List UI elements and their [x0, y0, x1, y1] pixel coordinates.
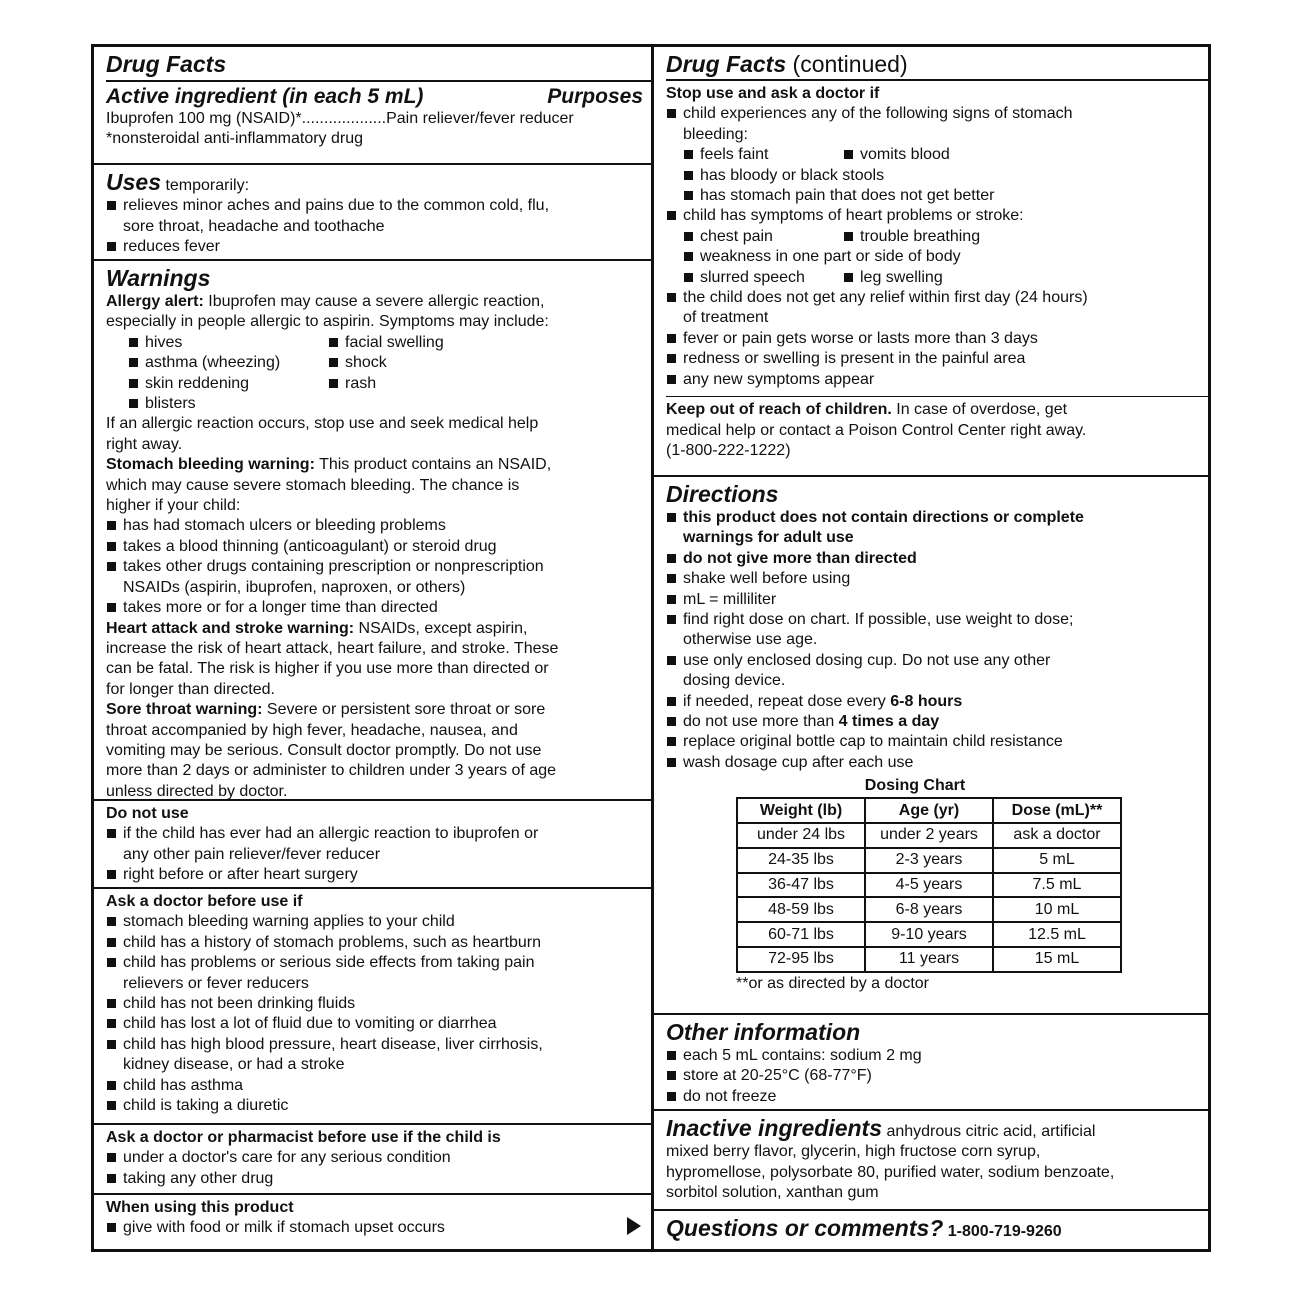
when-using-panel	[94, 1195, 651, 1249]
dose-interval: 6-8 hours	[890, 692, 963, 710]
inactive-ingredients-text: mixed berry flavor, glycerin, high fructose corn syrup,	[666, 1143, 1041, 1161]
table-cell: 12.5 mL	[993, 922, 1121, 947]
stop-use-panel	[654, 47, 1208, 477]
keep-out-text: medical help or contact a Poison Control Center right away.	[666, 421, 1087, 439]
list-item-line: child has high blood pressure, heart disease, liver cirrhosis,	[123, 1035, 543, 1053]
list-item-line: the child does not get any relief within first day (24 hours)	[683, 289, 1088, 307]
list-item: fever or pain gets worse or lasts more than 3 days	[666, 329, 1200, 349]
drug-facts-title: Drug Facts	[106, 51, 227, 77]
stomach-warning-label: Stomach bleeding warning:	[106, 456, 315, 474]
uses-panel	[94, 165, 651, 261]
list-item-line: relievers or fever reducers	[123, 974, 309, 992]
stomach-warning-text: higher if your child:	[106, 497, 241, 515]
active-ingredient-line: Ibuprofen 100 mg (NSAID)*...................Pain reliever/fever reducer	[106, 110, 574, 127]
list-item: takes a blood thinning (anticoagulant) or steroid drug	[106, 537, 643, 557]
list-item	[106, 824, 643, 865]
questions-heading: Questions or comments?	[666, 1215, 944, 1241]
list-item: redness or swelling is present in the painful area	[666, 349, 1200, 369]
heart-warning-text: increase the risk of heart attack, heart failure, and stroke. These	[106, 639, 559, 657]
table-cell: under 2 years	[865, 823, 993, 848]
list-item: hives	[128, 333, 328, 353]
left-column	[94, 47, 654, 1249]
column-header: Age (yr)	[865, 798, 993, 823]
do-not-use-panel	[94, 801, 651, 889]
list-item-line: otherwise use age.	[683, 631, 818, 649]
allergy-alert-label: Allergy alert:	[106, 293, 204, 310]
stop-use-heading: Stop use and ask a doctor if	[666, 85, 880, 102]
list-item: give with food or milk if stomach upset occurs	[106, 1218, 643, 1238]
table-row	[737, 947, 1121, 972]
keep-out-text: In case of overdose, get	[891, 401, 1068, 419]
nsaid-footnote: *nonsteroidal anti-inflammatory drug	[106, 130, 364, 148]
table-cell: 6-8 years	[865, 897, 993, 922]
list-item	[666, 104, 1200, 145]
sore-throat-text: vomiting may be serious. Consult doctor promptly. Do not use	[106, 741, 542, 759]
list-item-line: relieves minor aches and pains due to the common cold, flu,	[123, 197, 550, 215]
ask-doctor-heading: Ask a doctor before use if	[106, 893, 303, 910]
active-ingredient-heading: Active ingredient (in each 5 mL)	[106, 85, 424, 108]
list-item: replace original bottle cap to maintain child resistance	[666, 732, 1200, 752]
list-item: store at 20-25°C (68-77°F)	[666, 1066, 1200, 1086]
list-item: reduces fever	[106, 237, 643, 257]
list-item: stomach bleeding warning applies to your child	[106, 912, 643, 932]
list-item: has bloody or black stools	[683, 166, 1200, 186]
list-item-line: takes other drugs containing prescription or nonprescription	[123, 558, 544, 576]
list-item: skin reddening	[128, 374, 328, 394]
list-item: rash	[328, 374, 528, 394]
warnings-panel	[94, 261, 651, 801]
list-item: has stomach pain that does not get better	[683, 186, 1200, 206]
list-item: weakness in one part or side of body	[683, 247, 1200, 267]
dosing-chart-title: Dosing Chart	[864, 777, 966, 795]
warnings-heading: Warnings	[106, 265, 211, 291]
max-dose-frequency: 4 times a day	[838, 713, 940, 731]
list-item	[106, 196, 643, 237]
inactive-ingredients-heading: Inactive ingredients	[666, 1115, 883, 1141]
list-item	[666, 712, 1200, 732]
list-item-line: sore throat, headache and toothache	[123, 217, 385, 235]
table-cell: 2-3 years	[865, 848, 993, 873]
sore-throat-text: throat accompanied by high fever, headache, nausea, and	[106, 721, 518, 739]
continue-arrow-icon	[627, 1217, 641, 1235]
list-item: each 5 mL contains: sodium 2 mg	[666, 1046, 1200, 1066]
list-item-line: use only enclosed dosing cup. Do not use any other	[683, 651, 1051, 669]
purposes-heading: Purposes	[547, 85, 643, 108]
list-item: right before or after heart surgery	[106, 865, 643, 885]
continued-label: (continued)	[786, 51, 908, 77]
list-item: mL = milliliter	[666, 590, 1200, 610]
list-item: shake well before using	[666, 569, 1200, 589]
table-header-row	[737, 798, 1121, 823]
list-item: do not give more than directed	[666, 549, 1200, 569]
table-cell: 48-59 lbs	[737, 897, 865, 922]
list-item	[666, 651, 1200, 692]
allergy-alert-text: Ibuprofen may cause a severe allergic reaction,	[203, 293, 545, 310]
table-cell: 11 years	[865, 947, 993, 972]
list-item: has had stomach ulcers or bleeding problems	[106, 516, 643, 536]
other-information-panel	[654, 1015, 1208, 1111]
list-item-line: of treatment	[683, 309, 769, 327]
table-cell: 24-35 lbs	[737, 848, 865, 873]
list-item: taking any other drug	[106, 1169, 643, 1189]
column-header: Dose (mL)**	[993, 798, 1121, 823]
divider	[106, 80, 651, 82]
allergy-alert-text: especially in people allergic to aspirin. Symptoms may include:	[106, 313, 549, 331]
dosing-chart-table	[736, 797, 1122, 973]
list-item-line: this product does not contain directions or complete	[683, 509, 1084, 526]
right-column	[654, 47, 1208, 1249]
table-row	[737, 897, 1121, 922]
table-cell: 4-5 years	[865, 873, 993, 898]
list-item: child has symptoms of heart problems or stroke:	[666, 206, 1200, 226]
dosing-chart-footnote: **or as directed by a doctor	[736, 974, 929, 992]
ask-pharmacist-panel	[94, 1125, 651, 1195]
table-cell: 9-10 years	[865, 922, 993, 947]
directions-heading: Directions	[666, 481, 779, 507]
list-item: under a doctor's care for any serious condition	[106, 1148, 643, 1168]
keep-out-label: Keep out of reach of children.	[666, 401, 892, 419]
sore-throat-text: unless directed by doctor.	[106, 782, 288, 800]
table-row	[737, 848, 1121, 873]
active-ingredient-panel	[94, 47, 651, 165]
sore-throat-text: Severe or persistent sore throat or sore	[262, 701, 546, 719]
list-item: wash dosage cup after each use	[666, 753, 1200, 773]
active-ingredient-heading-row	[106, 85, 643, 109]
do-not-use-heading: Do not use	[106, 805, 189, 822]
stomach-warning-text: which may cause severe stomach bleeding. The chance is	[106, 476, 520, 494]
list-item: do not freeze	[666, 1087, 1200, 1107]
list-item	[666, 692, 1200, 712]
list-item: child is taking a diuretic	[106, 1096, 643, 1116]
list-item: asthma (wheezing)	[128, 353, 328, 373]
other-information-heading: Other information	[666, 1019, 861, 1045]
list-item-line: bleeding:	[683, 125, 748, 143]
questions-phone: 1-800-719-9260	[943, 1223, 1062, 1240]
list-item-line: child experiences any of the following signs of stomach	[683, 105, 1073, 123]
list-item: feels faint	[683, 145, 843, 165]
list-item: shock	[328, 353, 528, 373]
heart-warning-text: can be fatal. The risk is higher if you use more than directed or	[106, 660, 549, 678]
list-item	[666, 508, 1200, 549]
heart-warning-text: NSAIDs, except aspirin,	[354, 619, 528, 637]
table-cell: 7.5 mL	[993, 873, 1121, 898]
inactive-ingredients-panel	[654, 1111, 1208, 1211]
list-item-line: any other pain reliever/fever reducer	[123, 845, 381, 863]
directions-panel	[654, 477, 1208, 1015]
list-item: leg swelling	[843, 268, 1043, 288]
poison-control-phone: (1-800-222-1222)	[666, 441, 791, 459]
table-cell: 5 mL	[993, 848, 1121, 873]
inactive-ingredients-text: anhydrous citric acid, artificial	[882, 1123, 1096, 1140]
table-row	[737, 873, 1121, 898]
table-cell: ask a doctor	[993, 823, 1121, 848]
inactive-ingredients-text: hypromellose, polysorbate 80, purified water, sodium benzoate,	[666, 1163, 1115, 1181]
list-item-text: do not use more than	[683, 713, 839, 731]
when-using-heading: When using this product	[106, 1199, 294, 1216]
table-cell: 36-47 lbs	[737, 873, 865, 898]
list-item-line: NSAIDs (aspirin, ibuprofen, naproxen, or others)	[123, 578, 466, 596]
table-row	[737, 823, 1121, 848]
list-item	[666, 610, 1200, 651]
list-item: child has lost a lot of fluid due to vomiting or diarrhea	[106, 1014, 643, 1034]
bleeding-signs	[666, 145, 1200, 206]
drug-facts-label	[91, 44, 1211, 1252]
list-item: takes more or for a longer time than directed	[106, 598, 643, 618]
list-item: child has asthma	[106, 1076, 643, 1096]
list-item: any new symptoms appear	[666, 370, 1200, 390]
list-item-line: if the child has ever had an allergic reaction to ibuprofen or	[123, 825, 539, 843]
list-item: trouble breathing	[843, 227, 1043, 247]
inactive-ingredients-text: sorbitol solution, xanthan gum	[666, 1184, 879, 1202]
list-item: blisters	[128, 394, 328, 414]
list-item	[106, 1035, 643, 1076]
ask-pharmacist-heading: Ask a doctor or pharmacist before use if the child is	[106, 1129, 501, 1146]
allergy-after-text: If an allergic reaction occurs, stop use and seek medical help	[106, 415, 539, 433]
questions-panel	[654, 1211, 1208, 1249]
list-item-line: child has problems or serious side effects from taking pain	[123, 954, 535, 972]
ask-doctor-panel	[94, 889, 651, 1125]
table-cell: under 24 lbs	[737, 823, 865, 848]
column-header: Weight (lb)	[737, 798, 865, 823]
drug-facts-continued-title: Drug Facts	[666, 51, 787, 77]
table-cell: 15 mL	[993, 947, 1121, 972]
list-item	[106, 953, 643, 994]
list-item: chest pain	[683, 227, 843, 247]
list-item	[666, 288, 1200, 329]
uses-heading: Uses	[106, 169, 161, 195]
table-row	[737, 922, 1121, 947]
list-item-line: find right dose on chart. If possible, use weight to dose;	[683, 611, 1074, 629]
divider	[666, 396, 1208, 397]
allergy-after-text: right away.	[106, 435, 183, 453]
sore-throat-label: Sore throat warning:	[106, 701, 263, 719]
table-cell: 10 mL	[993, 897, 1121, 922]
list-item: child has not been drinking fluids	[106, 994, 643, 1014]
table-cell: 60-71 lbs	[737, 922, 865, 947]
list-item-text: if needed, repeat dose every	[683, 692, 891, 710]
list-item-line: kidney disease, or had a stroke	[123, 1056, 345, 1074]
list-item: slurred speech	[683, 268, 843, 288]
list-item: vomits blood	[843, 145, 1043, 165]
heart-warning-text: for longer than directed.	[106, 680, 275, 698]
list-item: facial swelling	[328, 333, 528, 353]
list-item-line: dosing device.	[683, 672, 786, 690]
list-item: child has a history of stomach problems, such as heartburn	[106, 933, 643, 953]
list-item-line: warnings for adult use	[683, 529, 854, 547]
divider	[666, 79, 1208, 81]
table-cell: 72-95 lbs	[737, 947, 865, 972]
list-item	[106, 557, 643, 598]
uses-qualifier: temporarily:	[165, 177, 250, 194]
heart-signs	[666, 227, 1200, 288]
heart-warning-label: Heart attack and stroke warning:	[106, 619, 355, 637]
stomach-warning-text: This product contains an NSAID,	[314, 456, 552, 474]
symptom-grid	[128, 333, 643, 415]
sore-throat-text: more than 2 days or administer to children under 3 years of age	[106, 762, 557, 780]
